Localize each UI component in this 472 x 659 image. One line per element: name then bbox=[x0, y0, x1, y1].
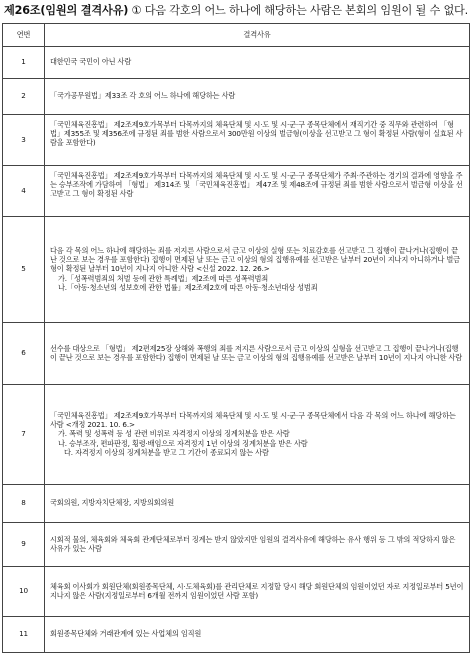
row-number: 4 bbox=[3, 165, 45, 216]
row-reason bbox=[45, 78, 470, 114]
row-reason bbox=[45, 384, 470, 484]
article-heading bbox=[4, 3, 470, 20]
reason-text: 다음 각 목의 어느 하나에 해당하는 죄를 저지른 사람으로서 금고 이상의 실형 또는 치료감호를 선고받고 그 집행이 끝나거나(집행이 끝난 것으로 보는 경우를 포함한다) 집행이 면제된 날 또는 금고 이상의 형의 집행유예를 선고받은 날부터 20년이 지나지 아니하거나 벌금형이 확정된 날부터 10년이 지나지 아니한 사람 <신설 2022. 12. 26.> bbox=[50, 245, 460, 274]
reason-subitem: 가. 폭력 및 성폭력 등 성 관련 비위로 자격정지 이상의 징계처분을 받은 사람 bbox=[58, 429, 290, 439]
table-header-row bbox=[3, 23, 470, 46]
reason-text: 「국민체육진흥법」 제2조제9호가목부터 다목까지의 체육단체 및 시·도 및 시·군·구 종목단체가 주최·주관하는 경기의 결과에 영향을 주는 승부조작에 가담하여 「형법」 제314조 및 「국민체육진흥법」 제47조 및 제48조에 규정된 죄를 범한 사람으로서 벌금형 이상을 선고받고 그 형이 확정된 사람 bbox=[50, 170, 463, 198]
row-number: 5 bbox=[3, 216, 45, 322]
table-row bbox=[3, 616, 470, 652]
row-number: 2 bbox=[3, 78, 45, 114]
article-title: 제26조(임원의 결격사유) bbox=[4, 4, 129, 17]
row-number: 11 bbox=[3, 616, 45, 652]
table-row bbox=[3, 216, 470, 322]
reason-subitem: 나.「아동·청소년의 성보호에 관한 법률」제2조제2호에 따른 아동·청소년대상 성범죄 bbox=[58, 282, 318, 292]
row-number: 1 bbox=[3, 46, 45, 78]
table-row bbox=[3, 522, 470, 566]
row-reason bbox=[45, 114, 470, 165]
reason-text: 대한민국 국민이 아닌 사람 bbox=[50, 57, 132, 67]
table-row bbox=[3, 384, 470, 484]
header-number: 연번 bbox=[3, 23, 45, 46]
reason-text: 체육회 이사회가 회원단체(회원종목단체, 시·도체육회)를 관리단체로 지정할 당시 해당 회원단체의 임원이었던 자로 지정일로부터 5년이 지나지 않은 사람(지정일로부터 6개월 전까지 임원이었던 사람 포함) bbox=[50, 581, 464, 600]
reason-text: 국회의원, 지방자치단체장, 지방의회의원 bbox=[50, 498, 175, 508]
table-row bbox=[3, 566, 470, 616]
row-reason bbox=[45, 216, 470, 322]
row-reason bbox=[45, 616, 470, 652]
header-reason: 결격사유 bbox=[45, 23, 470, 46]
table-row bbox=[3, 322, 470, 384]
row-number: 6 bbox=[3, 322, 45, 384]
row-reason bbox=[45, 322, 470, 384]
row-reason bbox=[45, 522, 470, 566]
row-reason bbox=[45, 484, 470, 522]
row-number: 7 bbox=[3, 384, 45, 484]
reason-text: 「국민체육진흥법」 제2조제9호가목부터 다목까지의 체육단체 및 시·도 및 시·군·구 종목단체에서 재직기간 중 직무와 관련하여 「형법」제355조 및 제356조에 규정된 죄를 범한 사람으로서 300만원 이상의 벌금형(이상을 선고받고 그 형이 확정된 사람(형이 실효된 사람을 포함한다) bbox=[50, 119, 463, 147]
reason-text: 회원종목단체와 거래관계에 있는 사업체의 임직원 bbox=[50, 629, 202, 639]
reason-subitem: 나. 승부조작, 편파판정, 횡령·배임으로 자격정지 1년 이상의 징계처분을 받은 사람 bbox=[58, 438, 308, 448]
table-row bbox=[3, 484, 470, 522]
reason-subitem: 다. 자격정지 이상의 징계처분을 받고 그 기간이 종료되지 않는 사람 bbox=[64, 447, 269, 457]
row-reason bbox=[45, 165, 470, 216]
row-number: 8 bbox=[3, 484, 45, 522]
row-number: 10 bbox=[3, 566, 45, 616]
table-row bbox=[3, 165, 470, 216]
row-reason bbox=[45, 566, 470, 616]
table-row bbox=[3, 114, 470, 165]
table-row bbox=[3, 78, 470, 114]
reason-text: 선수를 대상으로 「형법」 제2편제25장 상해와 폭행의 죄를 저지른 사람으로서 금고 이상의 실형을 선고받고 그 집행이 끝나거나(집행이 끝난 것으로 보는 경우를 포함한다) 집행이 면제된 날 또는 금고 이상의 형의 집행유예를 선고받은 날부터 10년이 지나지 아니한 사람 bbox=[50, 343, 463, 362]
reason-text: 시회적 물의, 체육회와 체육회 관계단체로부터 징계는 받지 않았지만 임원의 결격사유에 해당하는 유사 행위 등 그 밖의 적당하지 않은 사유가 있는 사람 bbox=[50, 534, 456, 553]
article-intro: ① 다음 각호의 어느 하나에 해당하는 사람은 본회의 임원이 될 수 없다. bbox=[131, 4, 469, 17]
row-number: 9 bbox=[3, 522, 45, 566]
disqualification-table bbox=[2, 23, 470, 653]
row-number: 3 bbox=[3, 114, 45, 165]
reason-text: 「국가공무원법」제33조 각 호의 어느 하나에 해당하는 사람 bbox=[50, 91, 236, 101]
reason-text: 「국민체육진흥법」 제2조제9호가목부터 다목까지의 체육단체 및 시·도 및 시·군·구 종목단체에서 다음 각 목의 어느 하나에 해당하는 사람 <개정 2021. 10. 6.> bbox=[50, 410, 456, 430]
reason-subitem: 가.「성폭력범죄의 처벌 등에 관한 특례법」제2조에 따른 성폭력범죄 bbox=[58, 273, 269, 283]
table-row bbox=[3, 46, 470, 78]
row-reason bbox=[45, 46, 470, 78]
